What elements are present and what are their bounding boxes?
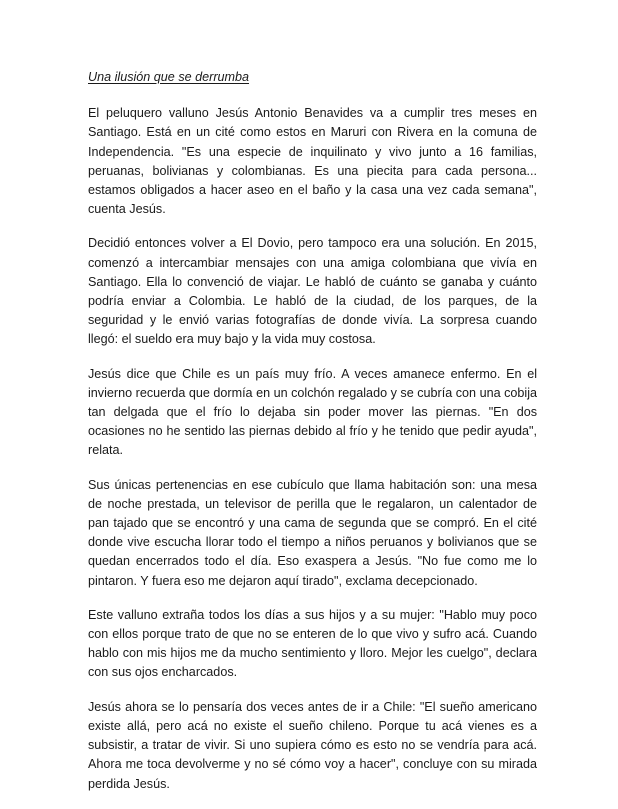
article-title: Una ilusión que se derrumba bbox=[88, 70, 250, 84]
document-body bbox=[88, 68, 537, 809]
paragraph-1: El peluquero valluno Jesús Antonio Benavides va a cumplir tres meses en Santiago. Está en un cité como estos en Maruri con Rivera en la comuna de Independencia. "Es una especie de inquilinato y vivo junto a 16 familias, peruanas, bolivianas y colombianas. Es una piecita para cada persona... estamos obligados a hacer aseo en el baño y la casa una vez cada semana", cuenta Jesús. bbox=[88, 106, 537, 217]
paragraph-2: Decidió entonces volver a El Dovio, pero tampoco era una solución. En 2015, comenzó a intercambiar mensajes con una amiga colombiana que vivía en Santiago. Ella lo convenció de viajar. Le habló de cuánto se ganaba y cuánto podría enviar a Colombia. Le habló de la ciudad, de los parques, de la seguridad y le envió varias fotografías de donde vivía. La sorpresa cuando llegó: el sueldo era muy bajo y la vida muy costosa. bbox=[88, 236, 537, 347]
paragraph-3: Jesús dice que Chile es un país muy frío. A veces amanece enfermo. En el invierno recuerda que dormía en un colchón regalado y se cubría con una cobija tan delgada que el frío lo dejaba sin poder mover las piernas. "En dos ocasiones no he sentido las piernas debido al frío y he tenido que pedir ayuda", relata. bbox=[88, 366, 537, 458]
paragraph-4: Sus únicas pertenencias en ese cubículo que llama habitación son: una mesa de noche prestada, un televisor de perilla que le regalaron, un calentador de pan tajado que se encontró y una cama de segunda que se compró. En el cité donde vive escucha llorar todo el tiempo a niños peruanos y bolivianos que se quedan encerrados todo el día. Eso exaspera a Jesús. "No fue como me lo pintaron. Y fuera eso me dejaron aquí tirado", exclama decepcionado. bbox=[88, 477, 537, 588]
paragraph-6: Jesús ahora se lo pensaría dos veces antes de ir a Chile: "El sueño americano existe allá, pero acá no existe el sueño chileno. Porque tu acá vienes es a subsistir, a tratar de vivir. Si uno supiera cómo es esto no se vendría para acá. Ahora me toca devolverme y no sé cómo voy a hacer", concluye con su mirada perdida Jesús. bbox=[88, 699, 537, 791]
paragraph-5: Este valluno extraña todos los días a sus hijos y a su mujer: "Hablo muy poco con ellos porque trato de que no se enteren de lo que vivo y sufro acá. Cuando hablo con mis hijos me da mucho sentimiento y lloro. Mejor les cuelgo", declara con sus ojos encharcados. bbox=[88, 607, 537, 680]
